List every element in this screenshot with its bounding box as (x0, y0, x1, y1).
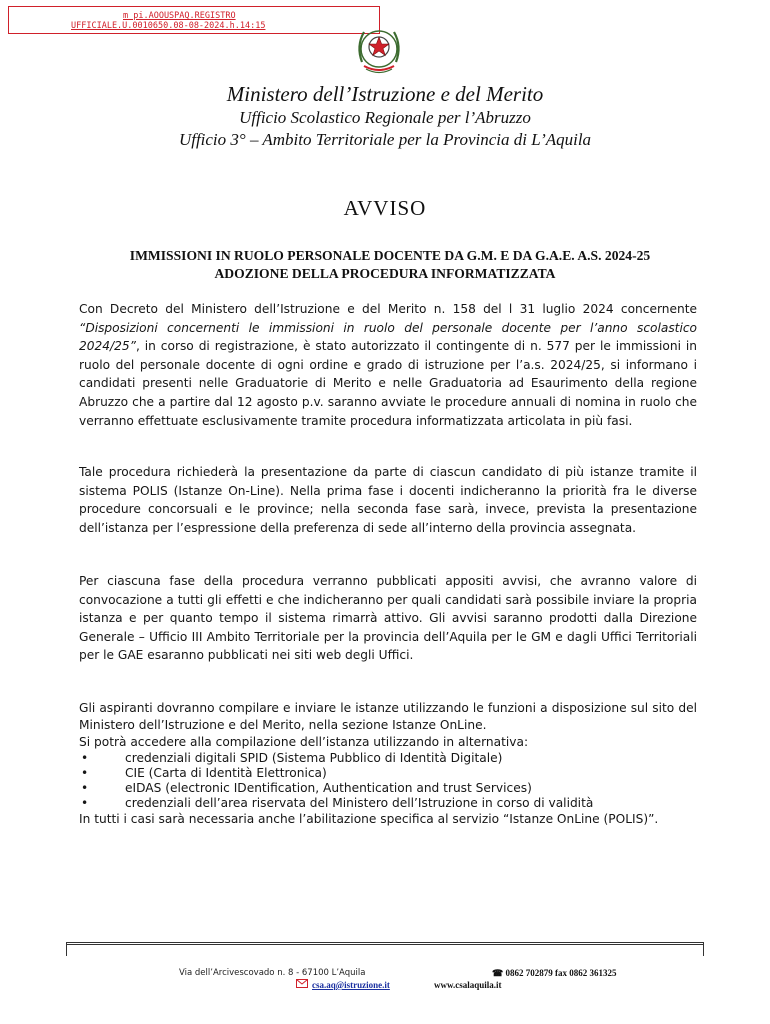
option-spid: credenziali digitali SPID (Sistema Pubblico di Identità Digitale) (125, 751, 503, 765)
footer-address: Via dell’Arcivescovado n. 8 - 67100 L’Aquila (179, 968, 366, 978)
list-item (79, 751, 697, 766)
footer-phone (492, 968, 616, 979)
protocol-stamp-line1: m_pi.AOOUSPAQ.REGISTRO (123, 11, 236, 21)
mail-icon (296, 979, 308, 988)
option-cie: CIE (Carta di Identità Elettronica) (125, 766, 327, 780)
subject-line-1: IMMISSIONI IN RUOLO PERSONALE DOCENTE DA G.M. E DA G.A.E. A.S. 2024-25 (129, 248, 651, 263)
list-item (79, 781, 697, 796)
footer-divider (66, 942, 704, 956)
territorial-unit: Ufficio 3° – Ambito Territoriale per la Provincia di L’Aquila (178, 130, 592, 149)
protocol-stamp-line2: UFFICIALE.U.0010650.08-08-2024.h.14:15 (71, 21, 266, 31)
bullet-icon: • (81, 781, 89, 795)
footer-website[interactable]: www.csalaquila.it (434, 980, 502, 990)
access-closing: In tutti i casi sarà necessaria anche l’abilitazione specifica al servizio “Istanze OnLine (POLIS)”. (79, 812, 659, 826)
paragraph-decree-rest: , in corso di registrazione, è stato autorizzato il contingente di n. 577 per le immissioni in ruolo del personale docente di ogni ordine e grado di istruzione per l’a.s. 2024/25, si informano i candidati presenti nelle Graduatorie di Merito e nelle Graduatoria ad Esaurimento della regione Abruzzo che a partire dal 12 agosto p.v. saranno avviate le procedure annuali di nomina in ruolo che verranno effettuate esclusivamente tramite procedura informatizzata articolata in più fasi. (79, 339, 697, 428)
decree-title-quote: “Disposizioni concernenti le immissioni in ruolo del personale docente per l’anno scolastico 2024/25” (79, 320, 697, 354)
footer-email-link[interactable]: csa.aq@istruzione.it (312, 980, 390, 990)
protocol-stamp (8, 6, 380, 34)
regional-office: Ufficio Scolastico Regionale per l’Abruzzo (239, 108, 531, 127)
footer-phone-number: 0862 702879 fax 0862 361325 (505, 968, 617, 978)
access-intro: Gli aspiranti dovranno compilare e inviare le istanze utilizzando le funzioni a disposizione sul sito del Ministero dell’Istruzione e del Merito, nella sezione Istanze OnLine. (79, 701, 697, 732)
list-item (79, 796, 697, 811)
document-title: AVVISO (343, 196, 427, 220)
subject-line-2: ADOZIONE DELLA PROCEDURA INFORMATIZZATA (214, 266, 556, 281)
paragraph-decree-intro: Con Decreto del Ministero dell’Istruzione e del Merito n. 158 del l 31 luglio 2024 concernente (79, 302, 697, 316)
list-item (79, 766, 697, 781)
paragraph-access (79, 700, 697, 827)
bullet-icon: • (81, 751, 89, 765)
paragraph-decree (79, 300, 697, 430)
italian-republic-emblem (352, 22, 406, 78)
access-options-list (79, 751, 697, 811)
option-ministry-credentials: credenziali dell’area riservata del Ministero dell’Istruzione in corso di validità (125, 796, 594, 810)
option-eidas: eIDAS (electronic IDentification, Authentication and trust Services) (125, 781, 532, 795)
paragraph-notices: Per ciascuna fase della procedura verranno pubblicati appositi avvisi, che avranno valore di convocazione a tutti gli effetti e che indicheranno per quali candidati sarà possibile inviare la propria istanza e per quanto tempo il sistema rimarrà attivo. Gli avvisi saranno prodotti dalla Direzione Generale – Ufficio III Ambito Territoriale per la provincia dell’Aquila per le GM e dagli Uffici Territoriali per le GAE esaranno pubblicati nei siti web degli Uffici. (79, 574, 697, 663)
paragraph-procedure: Tale procedura richiederà la presentazione da parte di ciascun candidato di più istanze tramite il sistema POLIS (Istanze On-Line). Nella prima fase i docenti indicheranno la priorità fra le diverse procedure concorsuali e le province; nella seconda fase sarà, invece, prevista la presentazione dell’istanza per l’espressione della preferenza di sede all’interno della provincia assegnata. (79, 465, 697, 535)
phone-icon: ☎ (492, 968, 504, 978)
bullet-icon: • (81, 766, 89, 780)
access-alternatives: Si potrà accedere alla compilazione dell’istanza utilizzando in alternativa: (79, 735, 529, 749)
ministry-name: Ministero dell’Istruzione e del Merito (226, 82, 544, 106)
bullet-icon: • (81, 796, 89, 810)
